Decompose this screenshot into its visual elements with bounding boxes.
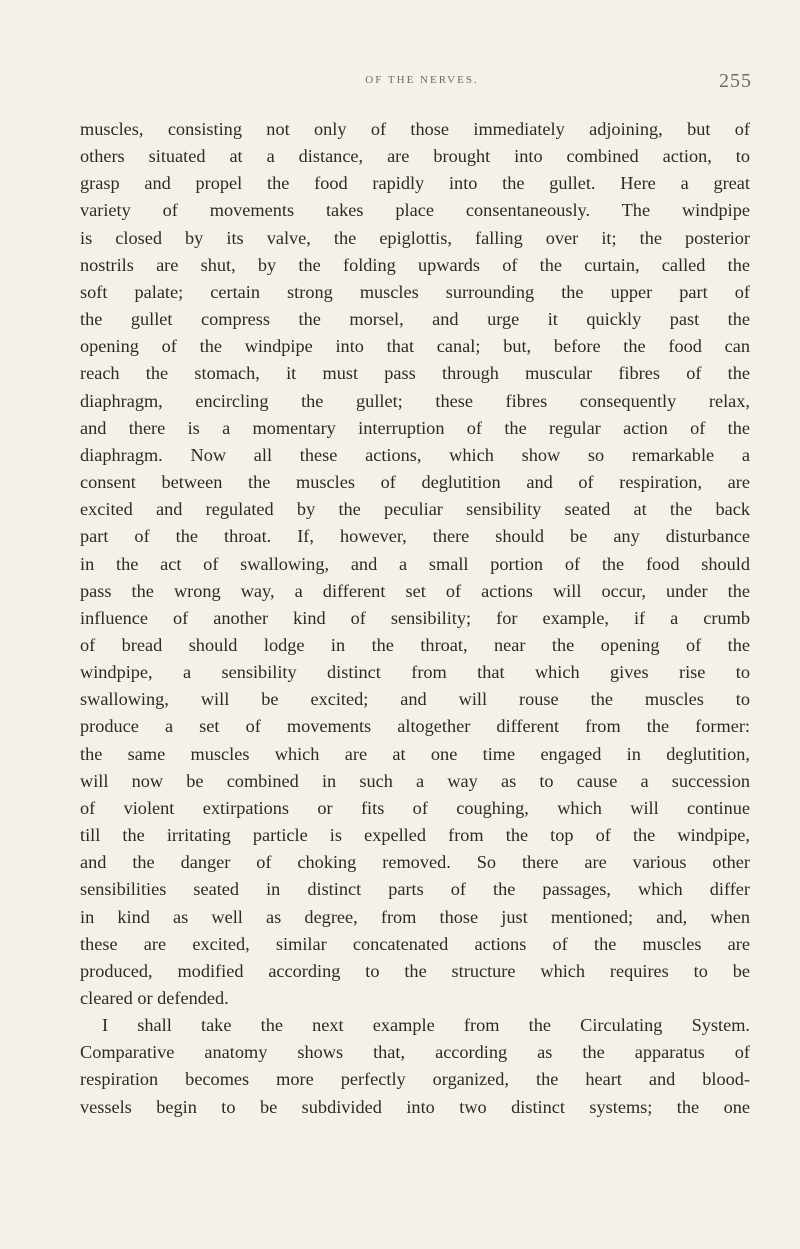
text-line: Comparative anatomy shows that, according as the apparatus of [80,1042,750,1063]
text-line: variety of movements takes place consentaneously. The windpipe [80,200,750,221]
text-line: nostrils are shut, by the folding upwards of the curtain, called the [80,254,750,275]
page-header [92,70,752,102]
text-line: diaphragm, encircling the gullet; these fibres consequently relax, [80,390,750,411]
text-line: others situated at a distance, are brought into combined action, to [80,146,750,167]
text-line: consent between the muscles of deglutition and of respiration, are [80,472,750,493]
text-line: opening of the windpipe into that canal; but, before the food can [80,336,750,357]
text-line: the same muscles which are at one time engaged in deglutition, [80,743,750,764]
body-text [80,116,750,1121]
text-line: muscles, consisting not only of those immediately adjoining, but of [80,119,750,139]
text-line: of violent extirpations or fits of coughing, which will continue [80,797,750,818]
text-line: will now be combined in such a way as to cause a succession [80,770,750,791]
text-line: pass the wrong way, a different set of actions will occur, under the [80,580,750,601]
text-line: these are excited, similar concatenated actions of the muscles are [80,933,750,954]
text-line: till the irritating particle is expelled from the top of the windpipe, [80,825,750,846]
text-line: I shall take the next example from the Circulating System. [102,1015,750,1036]
text-line: and there is a momentary interruption of the regular action of the [80,417,750,438]
text-line: produce a set of movements altogether different from the former: [80,716,750,737]
text-line: in kind as well as degree, from those just mentioned; and, when [80,906,750,927]
text-line: of bread should lodge in the throat, near the opening of the [80,634,750,655]
text-line: and the danger of choking removed. So there are various other [80,852,750,873]
text-line: sensibilities seated in distinct parts of the passages, which differ [80,879,750,900]
text-line: cleared or defended. [80,988,229,1008]
text-line: vessels begin to be subdivided into two distinct systems; the one [80,1096,750,1117]
text-line: the gullet compress the morsel, and urge it quickly past the [80,309,750,330]
text-line: swallowing, will be excited; and will rouse the muscles to [80,689,750,710]
text-line: in the act of swallowing, and a small portion of the food should [80,553,750,574]
text-line: windpipe, a sensibility distinct from that which gives rise to [80,662,750,683]
text-line: is closed by its valve, the epiglottis, falling over it; the posterior [80,227,750,248]
text-line: soft palate; certain strong muscles surrounding the upper part of [80,281,750,302]
text-line: respiration becomes more perfectly organized, the heart and blood- [80,1069,750,1090]
running-head: OF THE NERVES. [365,74,479,86]
text-line: diaphragm. Now all these actions, which show so remarkable a [80,444,750,465]
text-line: influence of another kind of sensibility; for example, if a crumb [80,607,750,628]
page-number: 255 [719,70,752,92]
text-line: reach the stomach, it must pass through muscular fibres of the [80,363,750,384]
text-line: produced, modified according to the structure which requires to be [80,960,750,981]
text-line: excited and regulated by the peculiar sensibility seated at the back [80,499,750,520]
text-line: grasp and propel the food rapidly into the gullet. Here a great [80,173,750,194]
text-line: part of the throat. If, however, there should be any disturbance [80,526,750,547]
